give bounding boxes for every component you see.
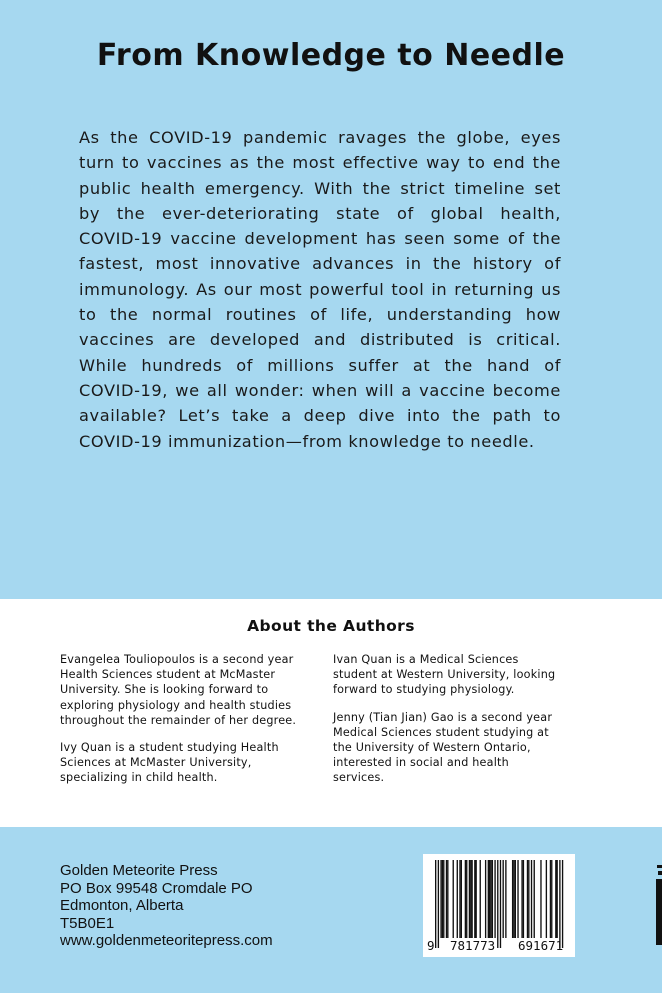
barcode-bar — [550, 860, 551, 938]
barcode-bar — [465, 860, 466, 938]
barcode-bar — [551, 860, 552, 938]
barcode-bar — [531, 860, 532, 938]
barcode-bar — [435, 860, 436, 948]
author-bio: Ivan Quan is a Medical Sciences student at Western University, looking forward to studying physiology. — [333, 653, 556, 697]
barcode-bar — [492, 860, 493, 938]
barcode-bar — [480, 860, 481, 938]
publisher-name: Golden Meteorite Press — [60, 862, 218, 879]
author-bio: Ivy Quan is a student studying Health Sciences at McMaster University, specializing in child health. — [60, 741, 279, 785]
barcode-bar — [534, 860, 535, 938]
barcode-bar — [559, 860, 560, 948]
barcode-bar — [470, 860, 471, 938]
barcode-bar — [528, 860, 529, 938]
barcode-bar — [521, 860, 522, 938]
barcode-bar — [459, 860, 460, 938]
publisher-city: Edmonton, Alberta — [60, 897, 184, 914]
isbn-digits — [423, 938, 575, 954]
isbn-first-digit: 9 — [427, 938, 435, 953]
publisher-info — [60, 862, 273, 950]
barcode-bar — [512, 860, 513, 938]
barcode-bar — [562, 860, 563, 948]
book-blurb: As the COVID-19 pandemic ravages the globe, eyes turn to vaccines as the most effective way to end the public health emergency. With the strict timeline set by the ever-deteriorating state of global health, COVID-19 vaccine development has seen some of the fastest, most innovative advances in the history of immunology. As our most powerful tool in returning us to the normal routines of life, understanding how vaccines are developed and distributed is critical. While hundreds of millions suffer at the hand of COVID-19, we all wonder: when will a vaccine become available? Let’s take a deep dive into the path to COVID-19 immunization—from knowledge to needle. — [79, 128, 561, 451]
barcode-bar — [485, 860, 486, 938]
barcode-bar — [443, 860, 444, 938]
barcode-bar — [474, 860, 475, 938]
barcode-bar — [488, 860, 489, 938]
barcode-bar — [497, 860, 498, 948]
barcode-bar — [540, 860, 541, 938]
cover-bottom-section — [0, 827, 662, 993]
barcode-bar — [523, 860, 524, 938]
barcode-bar — [517, 860, 518, 938]
barcode-bar — [471, 860, 472, 938]
barcode-bar — [453, 860, 454, 938]
barcode-bar — [476, 860, 477, 938]
barcode-bar — [494, 860, 495, 938]
publisher-postal-code: T5B0E1 — [60, 914, 115, 932]
authors-right-column — [333, 652, 558, 798]
barcode-bar — [438, 860, 439, 948]
barcode-bar — [457, 860, 458, 938]
barcode-bar — [546, 860, 547, 938]
barcode-bar — [466, 860, 467, 938]
isbn-barcode — [423, 854, 575, 957]
about-authors-heading: About the Authors — [247, 617, 415, 635]
publisher-website: www.goldenmeteoritepress.com — [60, 932, 273, 949]
barcode-bar — [515, 860, 516, 938]
author-bio: Jenny (Tian Jian) Gao is a second year Medical Sciences student studying at the University of Western Ontario, interested in social and health services. — [333, 710, 553, 785]
barcode-bar — [447, 860, 448, 938]
book-title: From Knowledge to Needle — [96, 38, 566, 73]
about-authors-panel — [0, 599, 662, 827]
publisher-address-line: PO Box 99548 Cromdale PO — [60, 879, 253, 897]
isbn-right-digits: 691671 — [518, 938, 564, 953]
barcode-bar — [490, 860, 491, 938]
barcode-bar — [440, 860, 441, 938]
barcode-bar — [461, 860, 462, 938]
authors-left-column — [60, 652, 300, 798]
barcode-bar — [446, 860, 447, 938]
barcode-bar — [503, 860, 504, 938]
barcode-bar — [555, 860, 556, 938]
barcode-bar — [489, 860, 490, 938]
barcode-bar — [442, 860, 443, 938]
barcode-bar — [527, 860, 528, 938]
addon-barcode-edge — [655, 865, 662, 945]
barcode-bar — [500, 860, 501, 948]
author-bio: Evangelea Touliopoulos is a second year Health Sciences student at McMaster University. She is looking forward to exploring physiology and health studies throughout the remainder of her degree. — [60, 653, 297, 727]
barcode-bar — [513, 860, 514, 938]
barcode-bar — [557, 860, 558, 938]
barcode-bar — [505, 860, 506, 938]
isbn-left-digits: 781773 — [450, 938, 496, 953]
barcode-bar — [469, 860, 470, 938]
